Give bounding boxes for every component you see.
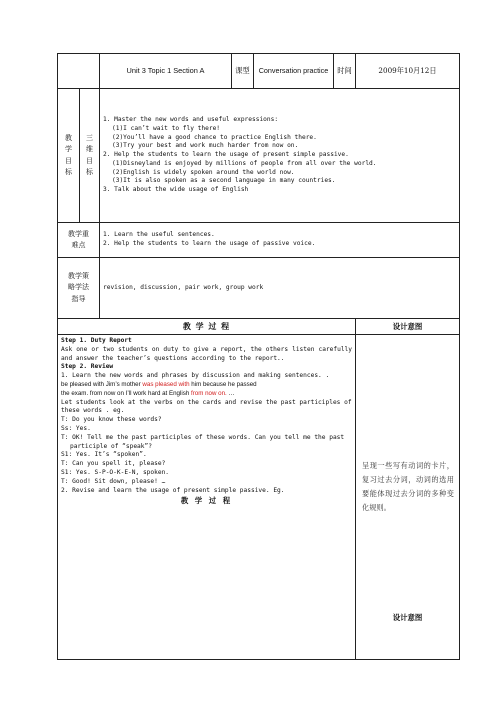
header-blank-cell	[58, 54, 100, 89]
dialog-line: T: Do you know these words?	[61, 416, 162, 424]
goal-line: 1. Master the new words and useful expressions:	[103, 115, 279, 123]
example-text: the exam. from now on I’ll work hard at English	[61, 389, 191, 397]
design-intent-text: 呈现一些写有动词的卡片，复习过去分词，动词的选用要能体现过去分词的多种变化规则。	[362, 461, 454, 513]
goals-sublabel: 三维目标	[80, 89, 100, 223]
goals-list	[100, 89, 460, 223]
type-value: Conversation practice	[254, 54, 334, 89]
goal-line: (3)Try your best and work much harder from now on.	[112, 142, 299, 150]
example-highlight: was pleased with	[142, 380, 190, 388]
key-points-label: 教学重难点	[58, 223, 100, 258]
process-footer-title: 教 学 过 程	[180, 496, 233, 506]
process-title: 教 学 过 程	[58, 319, 356, 335]
example-highlight: from now on.	[191, 389, 227, 397]
goal-line: 2. Help the students to learn the usage of present simple passive.	[103, 151, 349, 159]
step1-title: Step 1. Duty Report	[61, 337, 132, 344]
example-text: him because he passed	[189, 380, 257, 388]
unit-title: Unit 3 Topic 1 Section A	[100, 54, 232, 89]
strategy-text: revision, discussion, pair work, group work	[100, 258, 460, 319]
goal-line: (2)English is widely spoken around the world now.	[112, 168, 295, 176]
goals-row	[58, 89, 460, 223]
dialog-line: Ss: Yes.	[61, 424, 91, 432]
key-points-list	[100, 223, 460, 258]
instruction-text: Let students look at the verbs on the cards and revise the past participles of these words . eg.	[61, 398, 352, 415]
goals-label: 教学目标	[58, 89, 80, 223]
process-body-row	[58, 335, 460, 660]
example-text: be pleased with Jim’s mother	[61, 380, 143, 388]
design-footer-title: 设计意图	[392, 613, 423, 622]
key-points-row	[58, 223, 460, 258]
strategy-row	[58, 258, 460, 319]
review-item-2: 2. Revise and learn the usage of present simple passive. Eg.	[61, 486, 285, 494]
goal-line: (1)Disneyland is enjoyed by millions of people from all over the world.	[112, 159, 377, 167]
lesson-plan-table	[57, 53, 460, 660]
process-content	[58, 335, 356, 660]
goal-line: (3)It is also spoken as a second language in many countries.	[112, 177, 336, 185]
design-title: 设计意图	[356, 319, 460, 335]
dialog-line: T: OK! Tell me the past participles of these words. Can you tell me the past participle of “speak”?	[61, 433, 345, 450]
example-text: …	[226, 389, 235, 397]
example-line-1	[61, 381, 352, 390]
design-intent-cell	[356, 335, 460, 660]
strategy-label: 教学策略学法指导	[58, 258, 100, 319]
key-point-line: 1. Learn the useful sentences.	[103, 231, 215, 239]
dialog-line: S1: Yes. S-P-O-K-E-N, spoken.	[61, 468, 170, 476]
dialog-line: T: Good! Sit down, please! …	[61, 477, 166, 485]
header-row	[58, 54, 460, 89]
example-line-2	[61, 390, 352, 399]
dialog-line: T: Can you spell it, please?	[61, 460, 166, 468]
step2-title: Step 2. Review	[61, 363, 114, 371]
goal-line: (2)You’ll have a good chance to practice English there.	[112, 133, 317, 141]
goal-line: 3. Talk about the wide usage of English	[103, 186, 249, 194]
dialog-line: S1: Yes. It’s “spoken”.	[61, 451, 147, 459]
step1-text: Ask one or two students on duty to give a report, the others listen carefully and answer the teacher’s questions according to the report..	[61, 345, 352, 362]
goal-line: (1)I can’t wait to fly there!	[112, 124, 221, 132]
process-header-row	[58, 319, 460, 335]
date-value: 2009年10月12日	[356, 54, 460, 89]
key-point-line: 2. Help the students to learn the usage of passive voice.	[103, 240, 316, 247]
type-label: 课型	[232, 54, 254, 89]
review-item-1: 1. Learn the new words and phrases by discussion and making sentences. .	[61, 372, 330, 380]
time-label: 时间	[334, 54, 356, 89]
